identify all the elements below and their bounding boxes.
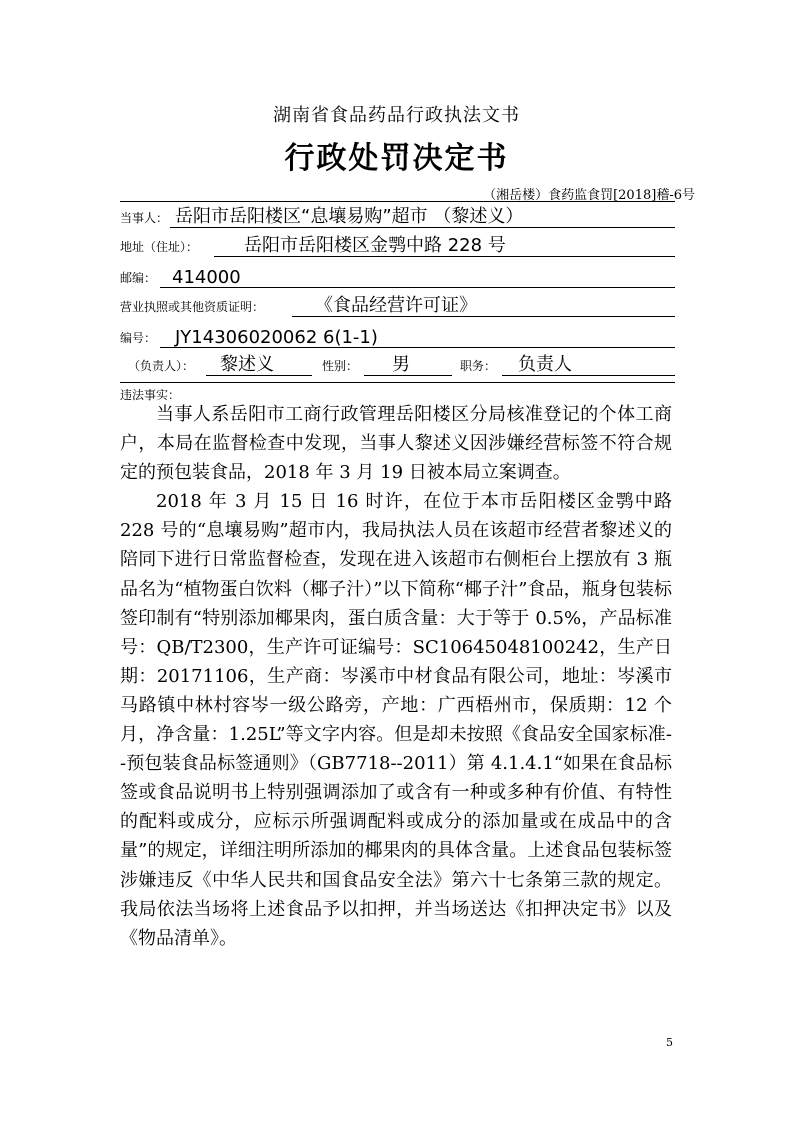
position-value: 负责人 bbox=[518, 354, 572, 375]
person-row bbox=[120, 350, 675, 376]
agency-name: 湖南省食品药品行政执法文书 bbox=[273, 105, 520, 126]
license-label: 营业执照或其他资质证明： bbox=[120, 300, 265, 314]
zip-row bbox=[120, 262, 675, 288]
zip-label: 邮编： bbox=[120, 271, 157, 285]
party-row bbox=[120, 202, 675, 228]
facts-label: 违法事实： bbox=[120, 388, 181, 402]
bottom-rule bbox=[120, 382, 675, 383]
facts-body bbox=[120, 400, 672, 953]
party-label: 当事人： bbox=[120, 211, 169, 225]
code-label: 编号： bbox=[120, 331, 157, 345]
gender-value: 男 bbox=[392, 354, 410, 375]
facts-paragraph: 2018 年 3 月 15 日 16 时许，在位于本市岳阳楼区金鹗中路 228 号的“息壤易购”超市内，我局执法人员在该超市经营者黎述义的陪同下进行日常监督检查，发现在进入该超市右侧柜台上摆放有 3 瓶品名为“植物蛋白饮料（椰子汁）”以下简称“椰子汁”食品，瓶身包装标签印制有“特别添加椰果肉，蛋白质含量：大于等于 0.5%，产品标准号：QB/T2300，生产许可证编号：SC10645048100242，生产日期：20171106，生产商：岑溪市中材食品有限公司，地址：岑溪市马路镇中林村容岑一级公路旁，产地：广西梧州市，保质期：12 个月，净含量：1.25L”等文字内容。但是却未按照《食品安全国家标准--预包装食品标签通则》（GB7718--2011）第 4.1.4.1“如果在食品标签或食品说明书上特别强调添加了或含有一种或多种有价值、有特性的配料或成分，应标示所强调配料或成分的添加量或在成品中的含量”的规定，详细注明所添加的椰果肉的具体含量。上述食品包装标签涉嫌违反《中华人民共和国食品安全法》第六十七条第三款的规定。我局依法当场将上述食品予以扣押，并当场送达《扣押决定书》以及《物品清单》。 bbox=[120, 491, 672, 949]
page-number: 5 bbox=[666, 1036, 673, 1049]
person-value: 黎述义 bbox=[220, 354, 274, 375]
party-value: 岳阳市岳阳楼区“息壤易购”超市 （黎述义） bbox=[175, 206, 524, 227]
code-value: JY14306020062 6(1-1) bbox=[175, 327, 378, 348]
address-value: 岳阳市岳阳楼区金鹗中路 228 号 bbox=[244, 235, 506, 256]
license-row bbox=[120, 291, 675, 317]
position-label: 职务： bbox=[460, 359, 497, 373]
gender-label: 性别： bbox=[322, 359, 359, 373]
facts-paragraph: 当事人系岳阳市工商行政管理岳阳楼区分局核准登记的个体工商户，本局在监督检查中发现，当事人黎述义因涉嫌经营标签不符合规定的预包装食品，2018 年 3 月 19 日被本局立案调查。 bbox=[120, 404, 672, 484]
code-row bbox=[120, 322, 675, 348]
document-number: （湘岳楼）食药监食罚[2018]稽-6号 bbox=[483, 188, 695, 203]
address-row bbox=[120, 231, 675, 257]
zip-value: 414000 bbox=[172, 267, 241, 288]
document-title: 行政处罚决定书 bbox=[284, 141, 509, 176]
address-label: 地址（住址）： bbox=[120, 240, 199, 254]
person-label: （负责人）： bbox=[128, 359, 195, 373]
license-value: 《食品经营许可证》 bbox=[315, 295, 477, 316]
